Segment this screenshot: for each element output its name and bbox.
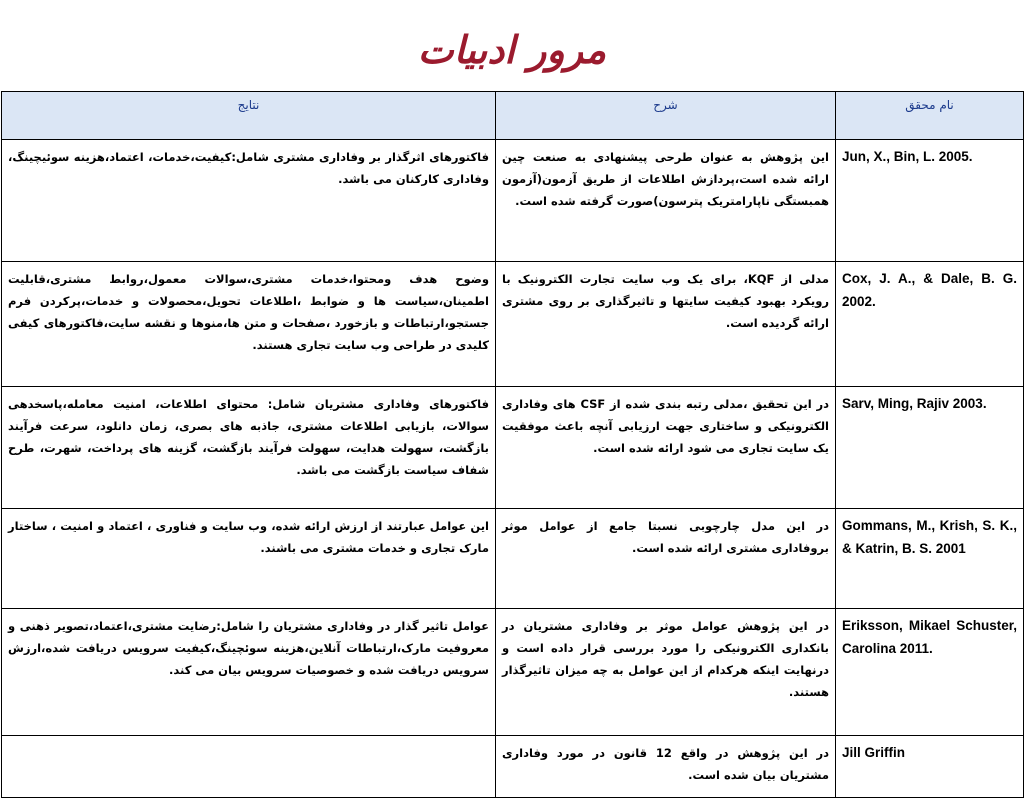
table-row: [2, 262, 1024, 387]
header-results: نتایج: [2, 92, 496, 140]
results-cell: عوامل تاثیر گذار در وفاداری مشتریان را شامل:رضایت مشتری،اعتماد،تصویر ذهنی و معروفیت مارک،ارتباطات آنلاین،هزینه سوئچینگ،کیفیت سرویس دریافت شده،ارزش سرویس دریافت شده و خصوصیات سرویس بیان می کند.: [2, 609, 496, 736]
results-cell: فاکتورهای وفاداری مشتریان شامل: محتوای اطلاعات، امنیت معامله،پاسخدهی سوالات، بازیابی اطلاعات مشتری، جاذبه های بصری، زمان دانلود، سرعت فرآیند بازگشت، سهولت هدایت، سهولت فرآیند بازگشت، گزینه های پرداخت، شهرت، طرح شفاف سیاست بازگشت می باشد.: [2, 387, 496, 509]
researcher-name-cell: Cox, J. A., & Dale, B. G. 2002.: [836, 262, 1024, 387]
researcher-name-cell: Jill Griffin: [836, 736, 1024, 798]
literature-review-table: [1, 91, 1024, 798]
results-cell: فاکتورهای اثرگذار بر وفاداری مشتری شامل:کیفیت،خدمات، اعتماد،هزینه سوئیچینگ، وفاداری کارکنان می باشد.: [2, 140, 496, 262]
table-row: [2, 736, 1024, 798]
researcher-name-cell: Gommans, M., Krish, S. K., & Katrin, B. S. 2001: [836, 509, 1024, 609]
description-cell: این پژوهش به عنوان طرحی پیشنهادی به صنعت چین ارائه شده است،پردازش اطلاعات از طریق آزمون(آزمون همبستگی ناپارامتریک پترسون)صورت گرفته شده است.: [496, 140, 836, 262]
description-cell: در این پژوهش در واقع 12 قانون در مورد وفاداری مشتریان بیان شده است.: [496, 736, 836, 798]
table-row: [2, 387, 1024, 509]
results-cell: این عوامل عبارتند از ارزش ارائه شده، وب سایت و فناوری ، اعتماد و امنیت ، ساختار مارک تجاری و خدمات مشتری می باشند.: [2, 509, 496, 609]
researcher-name-cell: Jun, X., Bin, L. 2005.: [836, 140, 1024, 262]
researcher-name-cell: Sarv, Ming, Rajiv 2003.: [836, 387, 1024, 509]
page-title: مرور ادبیات: [417, 27, 607, 72]
table-header-row: [2, 92, 1024, 140]
results-cell: [2, 736, 496, 798]
results-cell: وضوح هدف ومحتوا،خدمات مشتری،سوالات معمول،روابط مشتری،قابلیت اطمینان،سیاست ها و ضوابط ،اطلاعات تحویل،محصولات و خدمات،پرکردن فرم جستجو،ارتباطات و بازخورد ،صفحات و متن ها،منوها و نقشه سایت،فاکتورهای کیفی کلیدی در طراحی وب سایت تجاری هستند.: [2, 262, 496, 387]
header-researcher-name: نام محقق: [836, 92, 1024, 140]
header-description: شرح: [496, 92, 836, 140]
description-cell: مدلی از KQF، برای یک وب سایت تجارت الکترونیک با رویکرد بهبود کیفیت سایتها و تاثیرگذاری بر روی مشتری ارائه گردیده است.: [496, 262, 836, 387]
description-cell: در این تحقیق ،مدلی رتبه بندی شده از CSF های وفاداری الکترونیکی و ساختاری جهت ارزیابی آنچه باعث موفقیت یک سایت تجاری می شود ارائه شده است.: [496, 387, 836, 509]
table-row: [2, 140, 1024, 262]
table-row: [2, 609, 1024, 736]
table-row: [2, 509, 1024, 609]
description-cell: در این مدل چارچوبی نسبتا جامع از عوامل موثر بروفاداری مشتری ارائه شده است.: [496, 509, 836, 609]
researcher-name-cell: Eriksson, Mikael Schuster, Carolina 2011.: [836, 609, 1024, 736]
description-cell: در این پژوهش عوامل موثر بر وفاداری مشتریان در بانکداری الکترونیکی را مورد بررسی قرار داده است و درنهایت اینکه هرکدام از این عوامل به چه میزان تاثیرگذار هستند.: [496, 609, 836, 736]
